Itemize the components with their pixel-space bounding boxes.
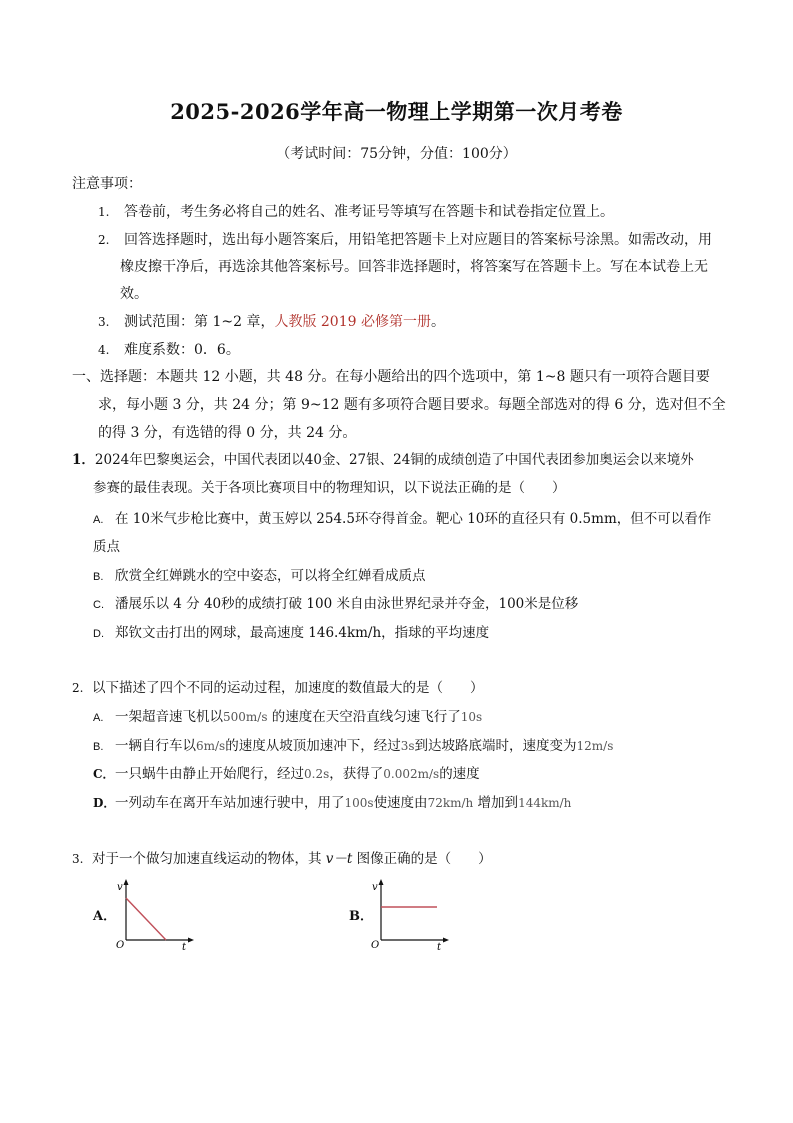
graph-a-t-arrow	[188, 938, 194, 943]
time-value: 10s	[460, 710, 483, 724]
notice-item-4	[98, 339, 240, 361]
section-instructions-line-1: 一、选择题：本题共 12 小题，共 48 分。在每小题给出的四个选项中，第 1~8 题只有一项符合题目要	[72, 369, 710, 385]
question-number: 3.	[72, 852, 84, 866]
question-text: 图像正确的是（ ）	[356, 851, 492, 867]
question-3-stem	[72, 849, 492, 869]
notice-item-number: 1.	[98, 205, 110, 219]
graph-b-label: B．	[349, 909, 373, 924]
speed-value: 72km/h	[427, 796, 474, 810]
question-text: 以下描述了四个不同的运动过程，加速度的数值最大的是（ ）	[92, 680, 484, 696]
question-text: 2024年巴黎奥运会，中国代表团以40金、27银、24铜的成绩创造了中国代表团参加奥运会以来境外	[94, 452, 694, 468]
exam-subtitle: （考试时间：75分钟，分值：100分）	[276, 146, 517, 162]
time-value: 0.2s	[304, 767, 330, 781]
notice-item-1	[98, 201, 614, 223]
graph-b-v-arrow	[379, 879, 384, 885]
section-instructions-line-2: 求，每小题 3 分，共 24 分；第 9~12 题有多项符合题目要求。每题全部选对的得 6 分，选对但不全	[98, 397, 726, 413]
notice-item-number: 2.	[98, 233, 110, 247]
option-text: ，获得了	[329, 766, 384, 782]
question-1-option-c	[93, 594, 578, 615]
time-value: 3s	[400, 739, 415, 753]
option-text: 一列动车在离开车站加速行驶中，用了	[115, 795, 345, 811]
question-1-option-b	[93, 566, 426, 587]
question-2-option-a	[93, 707, 482, 728]
speed-value: 12m/s	[576, 739, 614, 753]
notice-item-2-line-3: 效。	[120, 286, 148, 302]
option-text: 在 10米气步枪比赛中，黄玉婷以 254.5环夺得首金。靶心 10环的直径只有 0.5mm，但不可以看作	[115, 511, 712, 527]
option-text: 欣赏全红婵跳水的空中姿态，可以将全红婵看成质点	[115, 568, 426, 584]
option-letter: B.	[93, 571, 104, 583]
notice-item-text: 难度系数：0．6。	[124, 342, 240, 358]
notice-item-3	[98, 311, 445, 333]
option-text: 使速度由	[373, 795, 428, 811]
option-text: 一只蜗牛由静止开始爬行，经过	[115, 766, 304, 782]
option-text: 潘展乐以 4 分 40秒的成绩打破 100 米自由泳世界纪录并夺金，100米是位移	[115, 596, 579, 612]
option-letter: C．	[93, 767, 115, 781]
question-1-stem-line-1	[72, 450, 694, 470]
question-number: 2.	[72, 681, 84, 695]
notice-item-text: 测试范围：第 1~2 章，	[124, 314, 275, 330]
question-1-option-d	[93, 623, 489, 644]
notice-item-number: 3.	[98, 315, 110, 329]
speed-value: 6m/s	[196, 739, 226, 753]
option-text: 的速度从坡顶加速冲下，经过	[225, 738, 401, 754]
option-letter: D．	[93, 796, 116, 810]
option-text: 增加到	[473, 795, 519, 811]
question-1-stem-line-2: 参赛的最佳表现。关于各项比赛项目中的物理知识，以下说法正确的是（ ）	[93, 480, 566, 496]
graph-b-t-arrow	[443, 938, 449, 943]
question-2-option-d	[93, 793, 571, 813]
graph-a-t-label: t	[182, 942, 187, 952]
time-value: 100s	[344, 796, 374, 810]
option-letter: B.	[93, 741, 104, 753]
notice-item-2-line-2: 橡皮擦干净后，再选涂其他答案标号。回答非选择题时，将答案写在答题卡上。写在本试卷上无	[120, 259, 708, 275]
speed-value: 144km/h	[518, 796, 572, 810]
graph-a-line	[126, 898, 166, 940]
question-number: 1．	[72, 452, 95, 468]
notice-item-2	[98, 229, 712, 251]
question-1-option-a-line-2: 质点	[93, 539, 120, 555]
option-text: 的速度	[439, 766, 480, 782]
option-letter: D.	[93, 628, 104, 640]
graph-b-origin-label: O	[371, 940, 380, 951]
section-instructions-line-3: 的得 3 分，有选错的得 0 分，共 24 分。	[98, 425, 357, 441]
option-letter: C.	[93, 599, 104, 611]
graph-b-vt-plot	[365, 876, 455, 952]
vt-variable: v－t	[325, 851, 353, 867]
option-text: 一架超音速飞机以	[115, 709, 223, 725]
option-text: 到达坡路底端时，速度变为	[414, 738, 577, 754]
speed-value: 0.002m/s	[383, 767, 440, 781]
question-2-option-c	[93, 764, 480, 784]
graph-b-t-label: t	[437, 942, 442, 952]
graph-a-label: A．	[93, 909, 117, 924]
graph-a-vt-plot	[110, 876, 200, 952]
question-2-stem	[72, 678, 484, 698]
notice-item-text: 答卷前，考生务必将自己的姓名、准考证号等填写在答题卡和试卷指定位置上。	[124, 204, 614, 220]
option-letter: A.	[93, 712, 104, 724]
graph-b-v-label: v	[372, 882, 378, 893]
notice-item-text: 回答选择题时，选出每小题答案后，用铅笔把答题卡上对应题目的答案标号涂黑。如需改动，用	[124, 232, 712, 248]
graph-a-origin-label: O	[116, 940, 125, 951]
option-text: 一辆自行车以	[115, 738, 196, 754]
graph-a-v-label: v	[117, 882, 123, 893]
speed-value: 500m/s	[223, 710, 268, 724]
option-text: 的速度在天空沿直线匀速飞行了	[267, 709, 461, 725]
exam-title: 2025-2026学年高一物理上学期第一次月考卷	[170, 99, 623, 124]
notice-heading: 注意事项：	[72, 176, 142, 192]
option-letter: A.	[93, 514, 104, 526]
graph-a-v-arrow	[124, 879, 129, 885]
notice-item-number: 4.	[98, 343, 110, 357]
question-text: 对于一个做匀加速直线运动的物体，其	[92, 851, 322, 867]
question-2-option-b	[93, 736, 613, 757]
notice-item-suffix: 。	[430, 314, 445, 330]
question-1-option-a	[93, 509, 711, 530]
option-text: 郑钦文击打出的网球，最高速度 146.4km/h，指球的平均速度	[115, 625, 490, 641]
textbook-highlight: 人教版 2019 必修第一册	[274, 314, 431, 330]
